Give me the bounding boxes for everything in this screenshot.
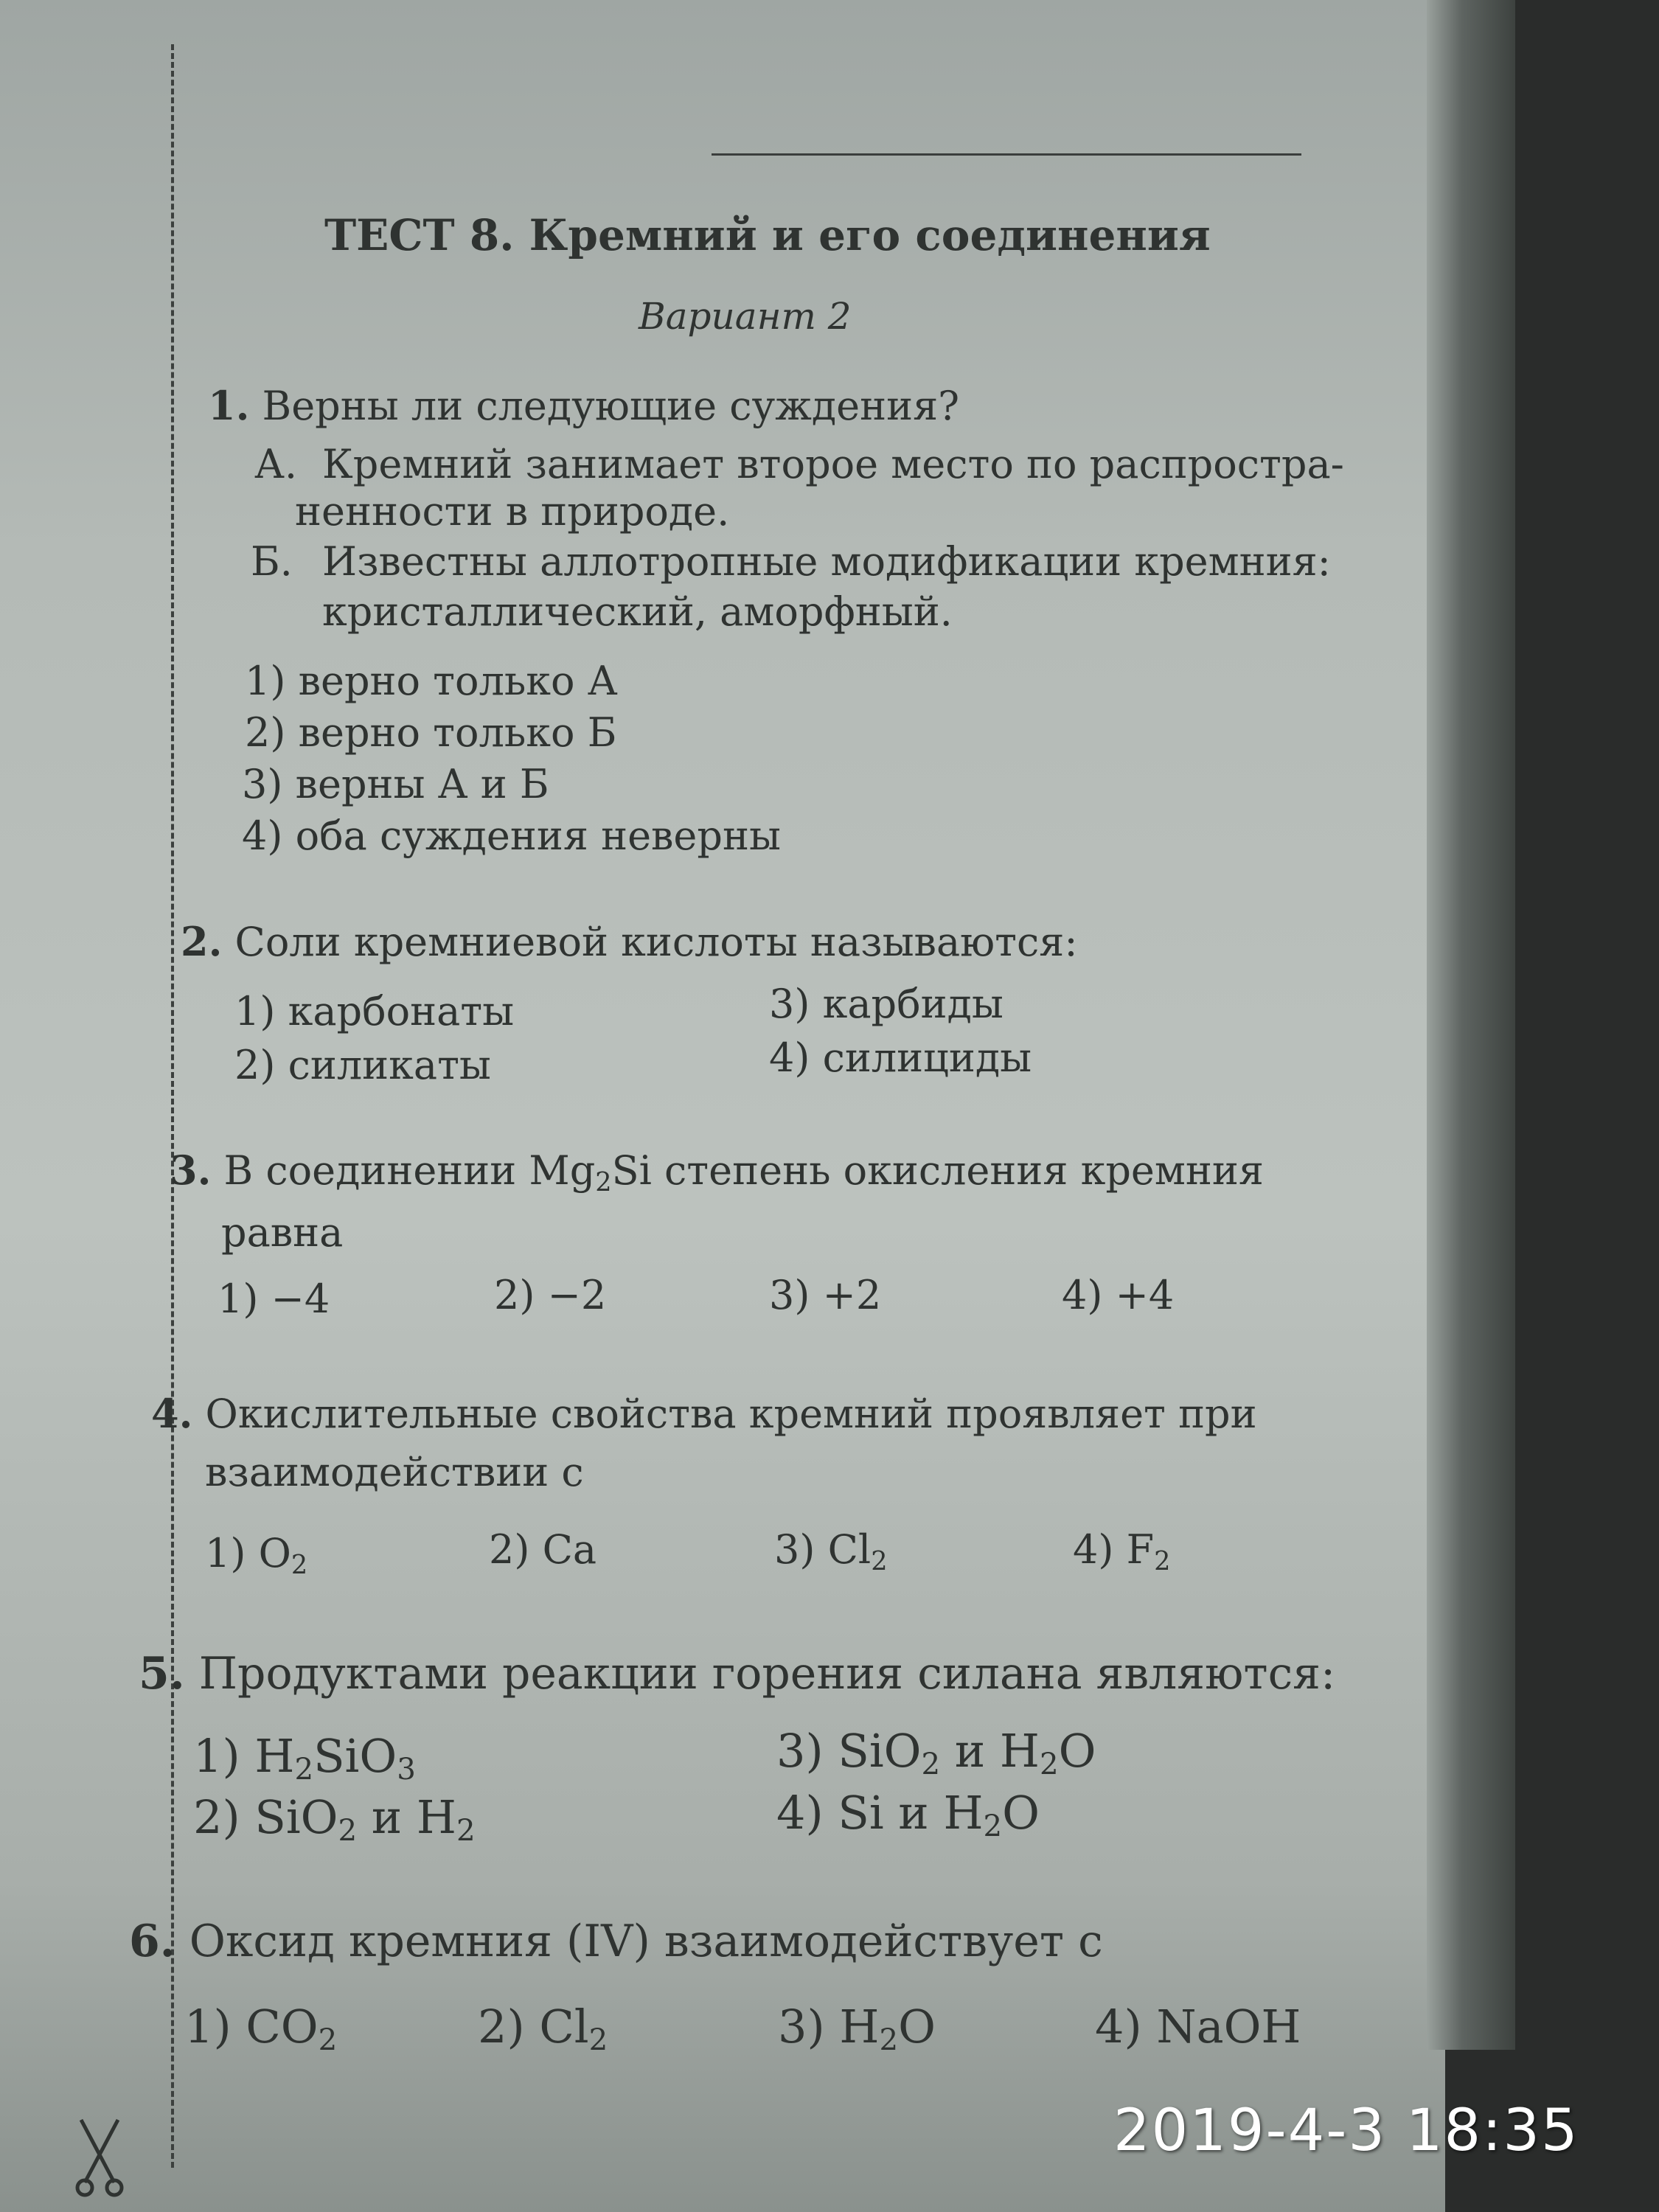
q5-option-2 <box>193 1790 476 1848</box>
q4-option-4 <box>1073 1526 1170 1576</box>
q2-option-4: 4) силициды <box>769 1034 1032 1081</box>
test-title: ТЕСТ 8. Кремний и его соединения <box>324 210 1211 260</box>
question-text-part2: Si степень окисления кремния <box>611 1147 1264 1194</box>
question-text-part1: В соединении Mg <box>223 1147 596 1194</box>
question-number: 2. <box>181 918 223 965</box>
q1-option-2: 2) верно только Б <box>245 709 617 756</box>
option-label: 2) <box>489 1526 530 1573</box>
option-label: 4) <box>1073 1526 1114 1573</box>
formula: $CO_2$ <box>246 2000 338 2058</box>
statement-b-label: Б. <box>251 538 293 585</box>
statement-a-line2: ненности в природе. <box>295 488 730 535</box>
q3-option-1: 1) −4 <box>218 1276 330 1322</box>
question-text: Продуктами реакции горения силана являются: <box>198 1648 1336 1700</box>
question-number: 3. <box>170 1147 212 1194</box>
question-1 <box>208 382 959 429</box>
formula: SiO$_2$ и $H_2$ <box>254 1790 476 1848</box>
q6-option-4 <box>1095 2000 1301 2053</box>
formula: Si и $H_2O$ <box>838 1786 1040 1844</box>
statement-b-line2: кристаллический, аморфный. <box>322 588 953 635</box>
statement-b-line1: Известны аллотропные модификации кремния: <box>322 538 1331 585</box>
q5-option-4 <box>776 1786 1040 1843</box>
photo-timestamp: 2019-4-3 18:35 <box>1113 2098 1579 2164</box>
statement-a-label: А. <box>254 441 298 487</box>
question-number: 1. <box>208 382 250 429</box>
q6-option-3 <box>778 2000 936 2057</box>
question-text: Верны ли следующие суждения? <box>262 383 960 429</box>
formula: NaOH <box>1156 2000 1301 2053</box>
option-label: 4) <box>776 1786 824 1840</box>
option-label: 2) <box>193 1790 240 1844</box>
question-6 <box>129 1916 1103 1967</box>
option-label: 3) <box>776 1724 824 1778</box>
question-3-line2: равна <box>221 1209 344 1256</box>
q3-option-4: 4) +4 <box>1062 1272 1175 1318</box>
option-label: 1) <box>184 2000 232 2053</box>
formula: $Cl_2$ <box>539 2000 608 2058</box>
question-text: Окислительные свойства кремний проявляет при <box>205 1391 1257 1437</box>
q3-option-3: 3) +2 <box>769 1272 882 1318</box>
dashed-cut-line <box>171 44 174 2168</box>
question-2 <box>181 918 1078 965</box>
formula <box>827 1526 888 1576</box>
q2-option-2: 2) силикаты <box>234 1042 491 1088</box>
subscript: 2 <box>1154 1545 1171 1576</box>
page-stack-edge <box>1427 0 1515 2050</box>
question-3 <box>170 1147 1264 1197</box>
variant-label: Вариант 2 <box>639 295 852 338</box>
formula: Ca <box>542 1526 597 1573</box>
formula <box>1126 1526 1171 1576</box>
q2-option-1: 1) карбонаты <box>234 988 515 1034</box>
formula-base: F <box>1126 1526 1155 1573</box>
formula-base: Cl <box>827 1526 872 1573</box>
option-label: 3) <box>778 2000 825 2053</box>
scissors-icon <box>74 2116 125 2197</box>
subscript: 2 <box>595 1166 612 1197</box>
q1-option-3: 3) верны А и Б <box>242 761 549 807</box>
option-label: 4) <box>1095 2000 1142 2053</box>
option-label: 1) <box>205 1530 246 1576</box>
option-label: 3) <box>774 1526 815 1573</box>
q4-option-2 <box>489 1526 597 1573</box>
question-4-line2: взаимодействии с <box>205 1449 584 1495</box>
question-number: 4. <box>151 1390 193 1437</box>
q1-option-4: 4) оба суждения неверны <box>242 813 781 859</box>
option-label: 1) <box>193 1729 240 1783</box>
formula: $H_2SiO_3$ <box>254 1729 416 1787</box>
q1-option-1: 1) верно только А <box>245 658 618 704</box>
question-text: Оксид кремния (IV) взаимодействует с <box>189 1916 1103 1967</box>
q5-option-3 <box>776 1724 1096 1781</box>
formula-base: O <box>258 1530 291 1576</box>
formula <box>258 1530 308 1580</box>
statement-a-line1: Кремний занимает второе место по распростра- <box>322 441 1344 487</box>
subscript: 2 <box>291 1549 308 1580</box>
q4-option-3 <box>774 1526 888 1576</box>
question-4 <box>151 1390 1257 1437</box>
subscript: 2 <box>871 1545 888 1576</box>
question-number: 5. <box>139 1648 185 1700</box>
q3-option-2: 2) −2 <box>494 1272 607 1318</box>
formula: $H_2O$ <box>839 2000 936 2058</box>
question-text: Соли кремниевой кислоты называются: <box>234 919 1078 965</box>
formula: SiO$_2$ и $H_2O$ <box>838 1724 1096 1782</box>
question-5 <box>139 1648 1335 1700</box>
q5-option-1 <box>193 1729 416 1787</box>
q4-option-1 <box>205 1530 307 1580</box>
q6-option-1 <box>184 2000 337 2057</box>
option-label: 2) <box>478 2000 525 2053</box>
name-underline <box>712 153 1301 156</box>
question-number: 6. <box>129 1916 175 1967</box>
q6-option-2 <box>478 2000 608 2057</box>
q2-option-3: 3) карбиды <box>769 981 1004 1027</box>
